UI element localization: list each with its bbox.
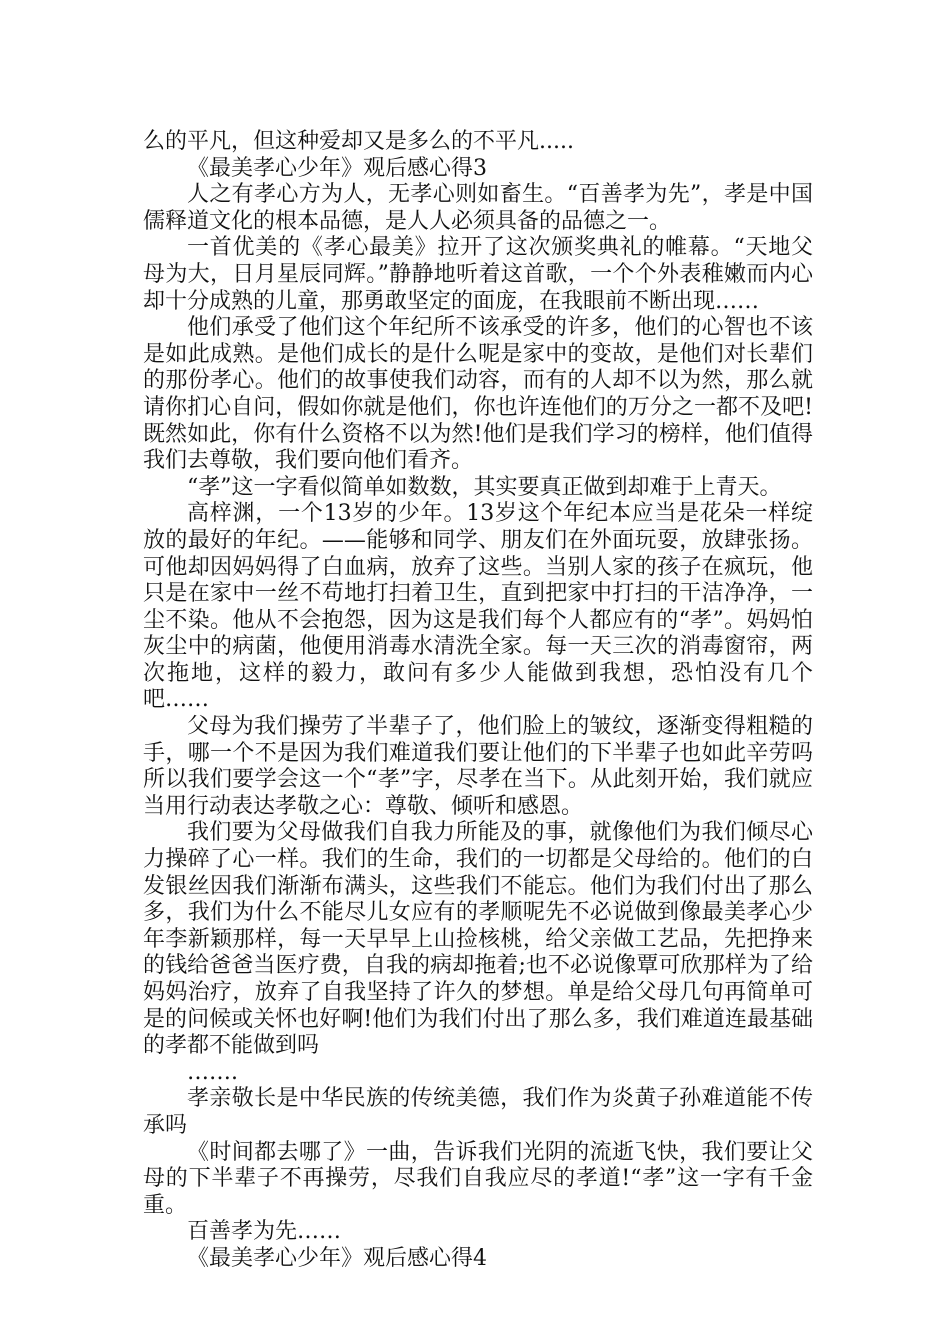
section-heading-3: 《最美孝心少年》观后感心得3 [187, 155, 487, 181]
paragraph: 一首优美的《孝心最美》拉开了这次颁奖典礼的帷幕。“天地父母为大，日月星辰同辉。”静静地听着这首歌，一个个外表稚嫩而内心却十分成熟的儿童，那勇敢坚定的面庞，在我眼前不断出现…… [143, 235, 813, 314]
paragraph: 我们要为父母做我们自我力所能及的事，就像他们为我们倾尽心力操碎了心一样。我们的生命，我们的一切都是父母给的。他们的白发银丝因我们渐渐布满头，这些我们不能忘。他们为我们付出了那么多，我们为什么不能尽儿女应有的孝顺呢先不必说做到像最美孝心少年李新颖那样，每一天早早上山捡核桃，给父亲做工艺品，先把挣来的钱给爸爸当医疗费，自我的病却拖着;也不必说像覃可欣那样为了给妈妈治疗，放弃了自我坚持了许久的梦想。单是给父母几句再简单可是的问候或关怀也好啊!他们为我们付出了那么多，我们难道连最基础的孝都不能做到吗 [143, 820, 813, 1059]
paragraph: 父母为我们操劳了半辈子了，他们脸上的皱纹，逐渐变得粗糙的手，哪一个不是因为我们难道我们要让他们的下半辈子也如此辛劳吗所以我们要学会这一个“孝”字，尽孝在当下。从此刻开始，我们就应当用行动表达孝敬之心：尊敬、倾听和感恩。 [143, 714, 813, 819]
paragraph: 孝亲敬长是中华民族的传统美德，我们作为炎黄子孙难道能不传承吗 [143, 1086, 813, 1138]
paragraph: 《时间都去哪了》一曲，告诉我们光阴的流逝飞快，我们要让父母的下半辈子不再操劳，尽我们自我应尽的孝道!“孝”这一字有千金重。 [143, 1139, 813, 1218]
paragraph: 百善孝为先…… [187, 1219, 342, 1245]
paragraph-continued: 么的平凡，但这种爱却又是多么的不平凡..... [143, 129, 574, 154]
paragraph: 人之有孝心方为人，无孝心则如畜生。“百善孝为先”，孝是中国儒释道文化的根本品德，是人人必须具备的品德之一。 [143, 182, 813, 234]
paragraph: “孝”这一字看似简单如数数，其实要真正做到却难于上青天。 [187, 474, 782, 500]
document-body [143, 129, 813, 1273]
section-heading-4: 《最美孝心少年》观后感心得4 [187, 1245, 487, 1271]
paragraph: 他们承受了他们这个年纪所不该承受的许多，他们的心智也不该是如此成熟。是他们成长的是什么呢是家中的变故，是他们对长辈们的那份孝心。他们的故事使我们动容，而有的人却不以为然，那么就请你扪心自问，假如你就是他们，你也许连他们的万分之一都不及吧!既然如此，你有什么资格不以为然!他们是我们学习的榜样，他们值得我们去尊敬，我们要向他们看齐。 [143, 315, 813, 474]
paragraph-ellipsis: ……. [187, 1059, 238, 1085]
paragraph: 高梓渊，一个13岁的少年。13岁这个年纪本应当是花朵一样绽放的最好的年纪。——能够和同学、朋友们在外面玩耍，放肆张扬。可他却因妈妈得了白血病，放弃了这些。当别人家的孩子在疯玩，他只是在家中一丝不苟地打扫着卫生，直到把家中打扫的干洁净净，一尘不染。他从不会抱怨，因为这是我们每个人都应有的“孝”。妈妈怕灰尘中的病菌，他便用消毒水清洗全家。每一天三次的消毒窗帘，两次拖地，这样的毅力，敢问有多少人能做到我想，恐怕没有几个吧…… [143, 501, 813, 713]
